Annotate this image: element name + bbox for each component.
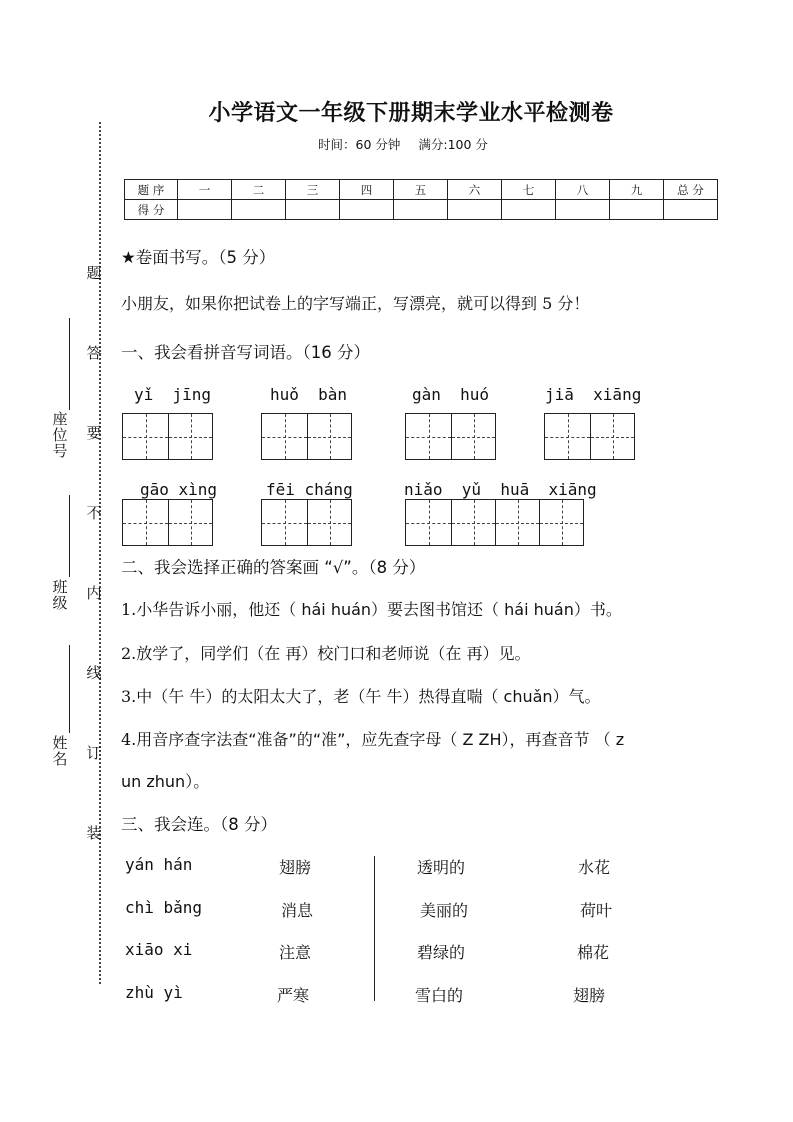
section-handwriting-text: 小朋友，如果你把试卷上的字写端正，写漂亮，就可以得到 5 分！ [121,294,590,313]
column-header: 六 [448,180,502,200]
pinyin-prompt: fēi cháng [266,480,353,499]
section-1-heading: 一、我会看拼音写词语。（16 分） [121,343,370,362]
column-header: 八 [556,180,610,200]
score-table-header-row [125,180,718,200]
question-1 [121,597,622,620]
column-header: 一 [178,180,232,200]
pinyin-prompt: gàn huó [412,385,490,404]
binding-char: 要 [86,424,102,442]
question-number: 2. [121,644,137,663]
grid-cell[interactable] [406,414,451,459]
class-line[interactable] [69,495,70,577]
question-number: 3. [121,687,137,706]
match-adjective[interactable]: 透明的 [417,858,466,877]
question-4-continued: un zhun）。 [121,772,210,791]
question-number: 4. [121,730,137,749]
grid-cell[interactable] [307,500,351,545]
column-header: 总 分 [664,180,718,200]
question-text[interactable]: 用音序查字法查“准备”的“准”，应先查字母（ Z ZH），再查音节 （ z [136,730,625,749]
match-word[interactable]: 消息 [281,901,314,920]
binding-char: 答 [86,344,102,362]
column-header: 九 [610,180,664,200]
score-cell[interactable] [232,200,286,220]
binding-char: 装 [86,824,102,842]
column-header: 五 [394,180,448,200]
writing-grid[interactable] [122,413,213,460]
pinyin-prompt: gāo xìng [140,480,218,499]
binding-char: 内 [86,584,102,602]
match-pinyin[interactable]: zhù yì [125,983,183,1002]
score-cell[interactable] [556,200,610,220]
row-label: 题 序 [125,180,178,200]
match-noun[interactable]: 荷叶 [580,901,613,920]
score-cell[interactable] [502,200,556,220]
row-label: 得 分 [125,200,178,220]
binding-char: 题 [86,264,102,282]
score-cell[interactable] [286,200,340,220]
match-adjective[interactable]: 碧绿的 [417,943,466,962]
binding-char: 订 [86,744,102,762]
pinyin-prompt: niǎo yǔ huā xiāng [404,480,597,499]
question-4 [121,727,624,750]
name-line[interactable] [69,645,70,733]
score-table [124,179,718,220]
name-label: 姓名 [52,734,68,768]
match-adjective[interactable]: 美丽的 [420,901,469,920]
grid-cell[interactable] [123,500,168,545]
grid-cell[interactable] [168,500,212,545]
pinyin-prompt: huǒ bàn [270,385,348,404]
class-label: 班级 [52,578,68,612]
grid-cell[interactable] [451,500,495,545]
grid-cell[interactable] [123,414,168,459]
grid-cell[interactable] [262,500,307,545]
match-adjective[interactable]: 雪白的 [415,986,464,1005]
section-3-heading: 三、我会连。（8 分） [121,815,277,834]
exam-title: 小学语文一年级下册期末学业水平检测卷 [208,101,614,126]
grid-cell[interactable] [495,500,539,545]
writing-grid[interactable] [405,413,496,460]
exam-meta [318,135,502,153]
binding-char: 不 [86,504,102,522]
column-header: 二 [232,180,286,200]
grid-cell[interactable] [545,414,590,459]
column-header: 三 [286,180,340,200]
question-2 [121,641,530,664]
seat-number-line[interactable] [69,318,70,410]
grid-cell[interactable] [590,414,634,459]
score-table-score-row [125,200,718,220]
writing-grid[interactable] [405,499,584,546]
match-noun[interactable]: 棉花 [577,943,610,962]
grid-cell[interactable] [451,414,495,459]
binding-char: 线 [86,664,102,682]
column-header: 四 [340,180,394,200]
writing-grid[interactable] [122,499,213,546]
match-divider [374,856,375,1001]
grid-cell[interactable] [168,414,212,459]
question-number: 1. [121,600,137,619]
score-cell[interactable] [448,200,502,220]
grid-cell[interactable] [406,500,451,545]
grid-cell[interactable] [262,414,307,459]
grid-cell[interactable] [539,500,583,545]
pinyin-prompt: jiā xiāng [545,385,642,404]
score-cell[interactable] [178,200,232,220]
match-noun[interactable]: 翅膀 [573,986,606,1005]
writing-grid[interactable] [544,413,635,460]
question-text[interactable]: 小华告诉小丽，他还（ hái huán）要去图书馆还（ hái huán）书。 [136,600,622,619]
column-header: 七 [502,180,556,200]
question-text[interactable]: 中（午 牛）的太阳太大了，老（午 牛）热得直喘（ chuǎn）气。 [136,687,601,706]
question-text[interactable]: 放学了，同学们（在 再）校门口和老师说（在 再）见。 [136,644,531,663]
match-word[interactable]: 翅膀 [279,858,312,877]
question-3 [121,684,601,707]
full-score: 满分:100 分 [418,137,488,152]
score-cell[interactable] [610,200,664,220]
section-handwriting-heading: ★卷面书写。（5 分） [121,248,276,267]
match-word[interactable]: 注意 [279,943,312,962]
writing-grid[interactable] [261,499,352,546]
match-pinyin[interactable]: chì bǎng [125,898,203,917]
binding-dotted-line [99,122,101,984]
score-cell[interactable] [340,200,394,220]
section-2-heading: 二、我会选择正确的答案画 “√”。（8 分） [121,558,426,577]
time-limit: 时间：60 分钟 [318,137,401,152]
pinyin-prompt: yǐ jīng [134,385,212,404]
score-cell[interactable] [664,200,718,220]
match-pinyin[interactable]: xiāo xi [125,940,193,959]
match-noun[interactable]: 水花 [578,858,611,877]
match-word[interactable]: 严寒 [277,986,310,1005]
writing-grid[interactable] [261,413,352,460]
match-pinyin[interactable]: yán hán [125,855,193,874]
grid-cell[interactable] [307,414,351,459]
score-cell[interactable] [394,200,448,220]
seat-number-label: 座位号 [52,410,68,460]
